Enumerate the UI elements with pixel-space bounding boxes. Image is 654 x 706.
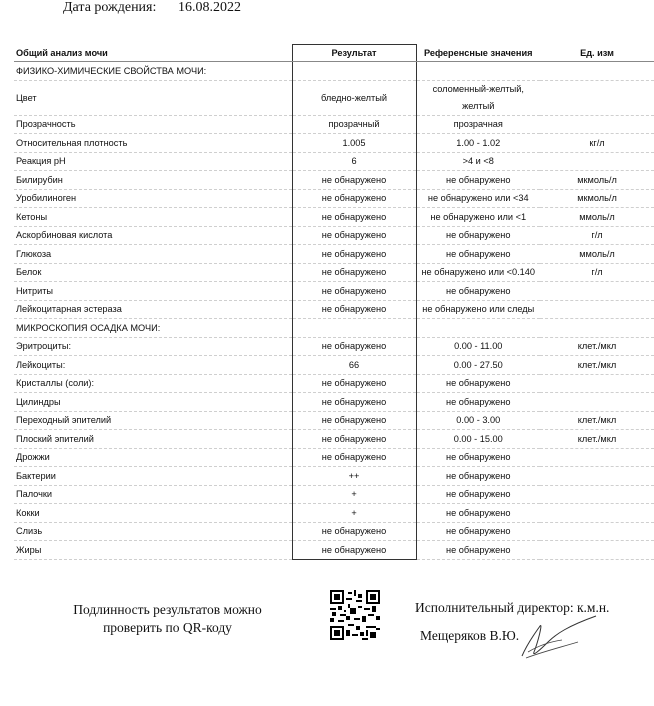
reference-cell: 0.00 - 27.50 <box>416 356 540 375</box>
unit-cell: ммоль/л <box>540 245 654 264</box>
section-row <box>14 319 654 338</box>
unit-cell <box>540 485 654 504</box>
date-of-birth <box>63 0 241 16</box>
section-title: МИКРОСКОПИЯ ОСАДКА МОЧИ: <box>14 319 292 338</box>
dob-label: Дата рождения: <box>63 0 157 15</box>
reference-cell: 0.00 - 11.00 <box>416 337 540 356</box>
unit-cell <box>540 80 654 115</box>
test-name: Аскорбиновая кислота <box>14 226 292 245</box>
result-cell: 1.005 <box>292 134 416 153</box>
test-name: Кристаллы (соли): <box>14 374 292 393</box>
section-row <box>14 62 654 81</box>
unit-cell: г/л <box>540 263 654 282</box>
result-cell: не обнаружено <box>292 522 416 541</box>
test-name: Глюкоза <box>14 245 292 264</box>
unit-cell: клет./мкл <box>540 430 654 449</box>
table-row <box>14 374 654 393</box>
col-header-reference: Референсные значения <box>416 45 540 62</box>
reference-cell: не обнаружено <box>416 522 540 541</box>
col-header-unit: Ед. изм <box>540 45 654 62</box>
unit-cell: клет./мкл <box>540 411 654 430</box>
result-cell: бледно-желтый <box>292 80 416 115</box>
result-cell: не обнаружено <box>292 337 416 356</box>
reference-cell: не обнаружено или <0.140 <box>416 263 540 282</box>
test-name: Кокки <box>14 504 292 523</box>
unit-cell <box>540 522 654 541</box>
unit-cell <box>540 115 654 134</box>
table-row <box>14 152 654 171</box>
table-row <box>14 522 654 541</box>
result-cell: не обнаружено <box>292 245 416 264</box>
test-name: Нитриты <box>14 282 292 301</box>
table-row <box>14 337 654 356</box>
result-cell: не обнаружено <box>292 393 416 412</box>
reference-value: соломенный-желтый, желтый <box>432 83 524 111</box>
table-row <box>14 80 654 115</box>
reference-cell <box>416 319 540 338</box>
unit-cell <box>540 152 654 171</box>
table-header-row <box>14 45 654 62</box>
test-name: Плоский эпителий <box>14 430 292 449</box>
unit-cell <box>540 282 654 301</box>
unit-cell <box>540 300 654 319</box>
test-name: Эритроциты: <box>14 337 292 356</box>
unit-cell <box>540 448 654 467</box>
result-cell: не обнаружено <box>292 282 416 301</box>
test-name: Уробилиноген <box>14 189 292 208</box>
test-name: Слизь <box>14 522 292 541</box>
table-row <box>14 134 654 153</box>
urinalysis-table <box>14 44 654 560</box>
result-cell: не обнаружено <box>292 430 416 449</box>
reference-cell: не обнаружено или <1 <box>416 208 540 227</box>
reference-cell <box>416 80 540 115</box>
reference-cell: не обнаружено <box>416 485 540 504</box>
result-cell: не обнаружено <box>292 448 416 467</box>
reference-cell: не обнаружено <box>416 467 540 486</box>
verification-note <box>60 601 275 637</box>
signature-image <box>518 612 600 662</box>
reference-cell <box>416 62 540 81</box>
unit-cell <box>540 62 654 81</box>
section-title: ФИЗИКО-ХИМИЧЕСКИЕ СВОЙСТВА МОЧИ: <box>14 62 292 81</box>
result-cell: не обнаружено <box>292 411 416 430</box>
test-name: Палочки <box>14 485 292 504</box>
test-name: Билирубин <box>14 171 292 190</box>
unit-cell: ммоль/л <box>540 208 654 227</box>
reference-cell: не обнаружено <box>416 504 540 523</box>
table-row <box>14 541 654 560</box>
unit-cell: г/л <box>540 226 654 245</box>
reference-cell: не обнаружено <box>416 245 540 264</box>
table-row <box>14 245 654 264</box>
result-cell: не обнаружено <box>292 374 416 393</box>
table-row <box>14 485 654 504</box>
result-cell: ++ <box>292 467 416 486</box>
table-row <box>14 504 654 523</box>
reference-cell: не обнаружено или следы <box>416 300 540 319</box>
result-cell: не обнаружено <box>292 263 416 282</box>
unit-cell <box>540 467 654 486</box>
unit-cell <box>540 541 654 560</box>
result-cell: не обнаружено <box>292 300 416 319</box>
table-row <box>14 208 654 227</box>
result-cell <box>292 319 416 338</box>
test-name: Лейкоцитарная эстераза <box>14 300 292 319</box>
test-name: Реакция pH <box>14 152 292 171</box>
table-row <box>14 263 654 282</box>
table-row <box>14 300 654 319</box>
table-row <box>14 171 654 190</box>
reference-cell: >4 и <8 <box>416 152 540 171</box>
test-name: Переходный эпителий <box>14 411 292 430</box>
unit-cell <box>540 504 654 523</box>
result-cell: 66 <box>292 356 416 375</box>
test-name: Прозрачность <box>14 115 292 134</box>
table-row <box>14 226 654 245</box>
unit-cell <box>540 393 654 412</box>
test-name: Бактерии <box>14 467 292 486</box>
verification-line-2: проверить по QR-коду <box>103 620 232 635</box>
result-cell: 6 <box>292 152 416 171</box>
test-name: Цилиндры <box>14 393 292 412</box>
col-header-test: Общий анализ мочи <box>14 45 292 62</box>
director-title: Исполнительный директор: к.м.н. <box>415 600 610 615</box>
reference-cell: 0.00 - 15.00 <box>416 430 540 449</box>
table-row <box>14 393 654 412</box>
test-name: Лейкоциты: <box>14 356 292 375</box>
verification-line-1: Подлинность результатов можно <box>73 602 262 617</box>
table-row <box>14 282 654 301</box>
test-name: Дрожжи <box>14 448 292 467</box>
test-name: Относительная плотность <box>14 134 292 153</box>
result-cell: + <box>292 504 416 523</box>
result-cell: не обнаружено <box>292 226 416 245</box>
table-row <box>14 189 654 208</box>
dob-value: 16.08.2022 <box>178 0 241 15</box>
col-header-result: Результат <box>292 45 416 62</box>
reference-cell: не обнаружено <box>416 171 540 190</box>
signer-name: Мещеряков В.Ю. <box>420 628 520 643</box>
reference-cell: не обнаружено <box>416 226 540 245</box>
reference-cell: не обнаружено <box>416 448 540 467</box>
reference-cell: не обнаружено <box>416 541 540 560</box>
result-cell: не обнаружено <box>292 541 416 560</box>
unit-cell <box>540 374 654 393</box>
result-cell: не обнаружено <box>292 171 416 190</box>
unit-cell: кг/л <box>540 134 654 153</box>
table-body <box>14 62 654 560</box>
test-name: Белок <box>14 263 292 282</box>
reference-cell: не обнаружено или <34 <box>416 189 540 208</box>
result-cell: не обнаружено <box>292 208 416 227</box>
qr-code <box>330 590 380 640</box>
reference-cell: не обнаружено <box>416 374 540 393</box>
reference-cell: не обнаружено <box>416 393 540 412</box>
reference-cell: 0.00 - 3.00 <box>416 411 540 430</box>
result-cell: + <box>292 485 416 504</box>
unit-cell: клет./мкл <box>540 356 654 375</box>
table-row <box>14 115 654 134</box>
reference-cell: 1.00 - 1.02 <box>416 134 540 153</box>
test-name: Кетоны <box>14 208 292 227</box>
unit-cell <box>540 319 654 338</box>
test-name: Жиры <box>14 541 292 560</box>
reference-cell: не обнаружено <box>416 282 540 301</box>
unit-cell: мкмоль/л <box>540 171 654 190</box>
table-row <box>14 411 654 430</box>
table-row <box>14 448 654 467</box>
test-name: Цвет <box>14 80 292 115</box>
table-row <box>14 430 654 449</box>
result-cell: не обнаружено <box>292 189 416 208</box>
table-row <box>14 356 654 375</box>
reference-cell: прозрачная <box>416 115 540 134</box>
unit-cell: мкмоль/л <box>540 189 654 208</box>
table-row <box>14 467 654 486</box>
unit-cell: клет./мкл <box>540 337 654 356</box>
result-cell: прозрачный <box>292 115 416 134</box>
result-cell <box>292 62 416 81</box>
